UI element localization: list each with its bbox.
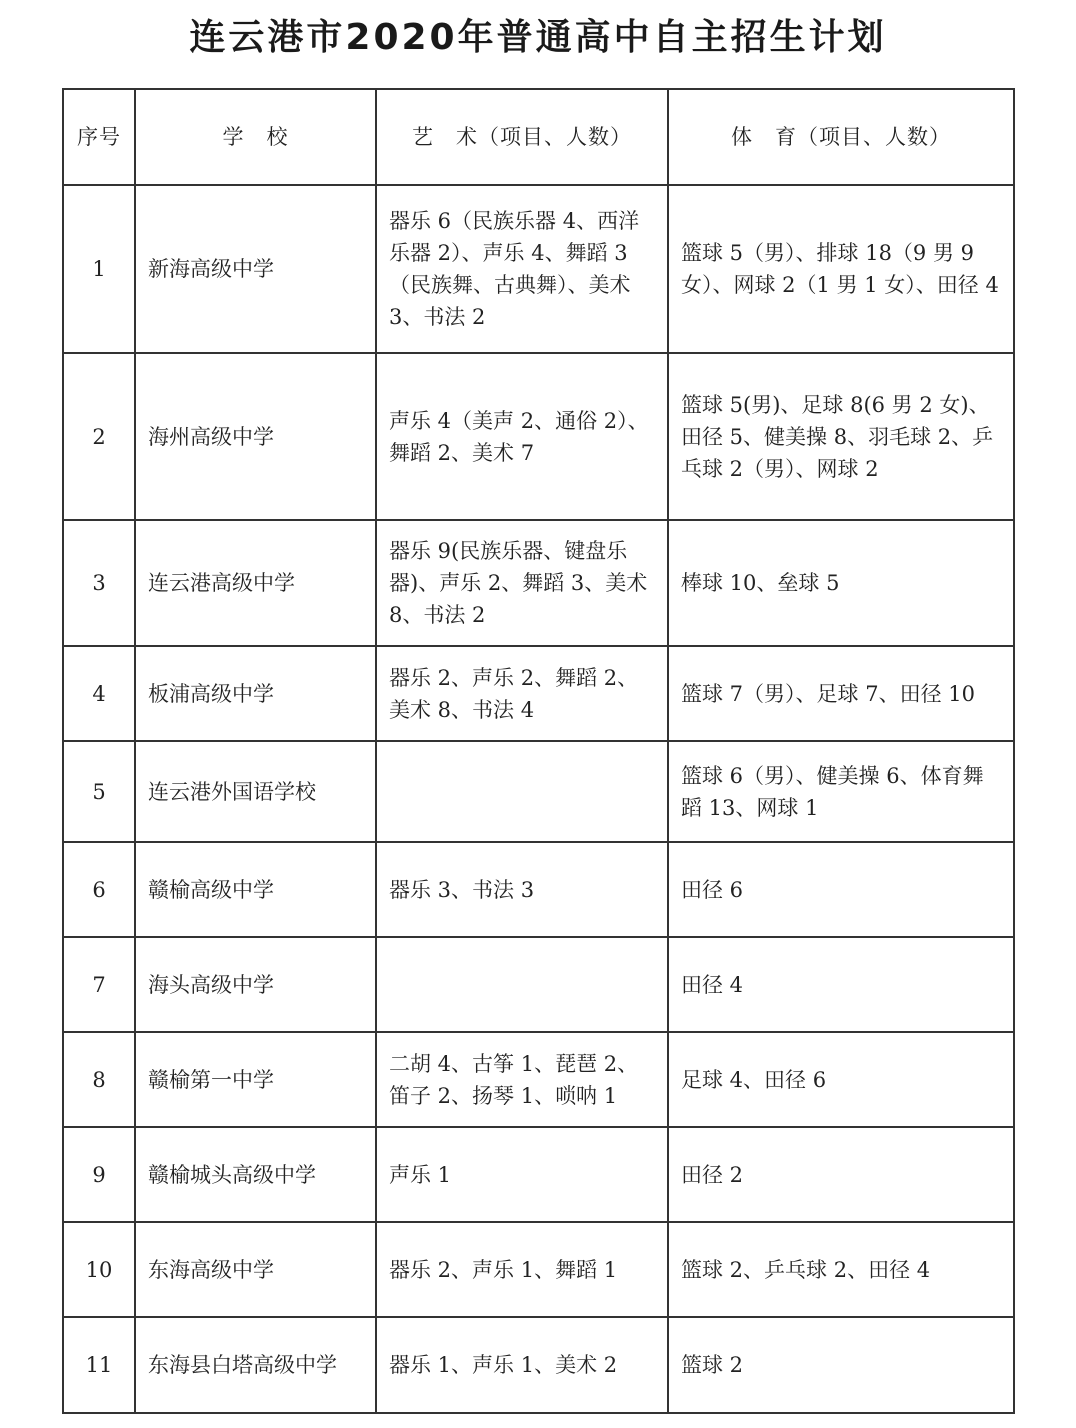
cell-sport: 足球 4、田径 6 [668,1032,1014,1127]
cell-art: 器乐 1、声乐 1、美术 2 [376,1317,668,1413]
table-header-row [63,89,1014,185]
cell-no: 5 [63,741,135,842]
cell-art [376,937,668,1032]
cell-no: 1 [63,185,135,353]
cell-school: 东海高级中学 [135,1222,376,1317]
document-title: 连云港市2020年普通高中自主招生计划 [189,17,887,58]
cell-school: 板浦高级中学 [135,646,376,741]
cell-school: 海头高级中学 [135,937,376,1032]
cell-art [376,741,668,842]
header-school: 学 校 [135,89,376,185]
cell-no: 9 [63,1127,135,1222]
cell-no: 7 [63,937,135,1032]
cell-school: 连云港高级中学 [135,520,376,646]
cell-sport: 篮球 5(男)、足球 8(6 男 2 女)、田径 5、健美操 8、羽毛球 2、乒乓球 2（男）、网球 2 [668,353,1014,520]
cell-school: 东海县白塔高级中学 [135,1317,376,1413]
cell-school: 赣榆城头高级中学 [135,1127,376,1222]
cell-no: 10 [63,1222,135,1317]
cell-no: 2 [63,353,135,520]
cell-school: 赣榆高级中学 [135,842,376,937]
table-row [63,842,1014,937]
table-row [63,937,1014,1032]
cell-art: 器乐 6（民族乐器 4、西洋乐器 2）、声乐 4、舞蹈 3（民族舞、古典舞）、美术 3、书法 2 [376,185,668,353]
cell-sport: 棒球 10、垒球 5 [668,520,1014,646]
header-sport: 体 育（项目、人数） [668,89,1014,185]
cell-art: 声乐 4（美声 2、通俗 2）、舞蹈 2、美术 7 [376,353,668,520]
header-art: 艺 术（项目、人数） [376,89,668,185]
cell-art: 二胡 4、古筝 1、琵琶 2、笛子 2、扬琴 1、唢呐 1 [376,1032,668,1127]
table-row [63,185,1014,353]
cell-no: 4 [63,646,135,741]
cell-art: 声乐 1 [376,1127,668,1222]
cell-sport: 篮球 2、乒乓球 2、田径 4 [668,1222,1014,1317]
cell-no: 8 [63,1032,135,1127]
cell-sport: 篮球 5（男）、排球 18（9 男 9 女）、网球 2（1 男 1 女）、田径 4 [668,185,1014,353]
cell-art: 器乐 3、书法 3 [376,842,668,937]
cell-sport: 篮球 2 [668,1317,1014,1413]
cell-school: 连云港外国语学校 [135,741,376,842]
cell-no: 3 [63,520,135,646]
cell-sport: 篮球 6（男）、健美操 6、体育舞蹈 13、网球 1 [668,741,1014,842]
table-row [63,1032,1014,1127]
table-row [63,741,1014,842]
cell-no: 6 [63,842,135,937]
cell-school: 赣榆第一中学 [135,1032,376,1127]
cell-sport: 田径 2 [668,1127,1014,1222]
header-no: 序号 [63,89,135,185]
cell-art: 器乐 2、声乐 1、舞蹈 1 [376,1222,668,1317]
enrollment-plan-table [62,88,1015,1414]
table-row [63,1127,1014,1222]
cell-school: 海州高级中学 [135,353,376,520]
cell-art: 器乐 2、声乐 2、舞蹈 2、美术 8、书法 4 [376,646,668,741]
cell-no: 11 [63,1317,135,1413]
cell-school: 新海高级中学 [135,185,376,353]
table-row [63,1317,1014,1413]
table-row [63,646,1014,741]
table-row [63,1222,1014,1317]
table-row [63,353,1014,520]
cell-sport: 田径 4 [668,937,1014,1032]
cell-art: 器乐 9(民族乐器、键盘乐器)、声乐 2、舞蹈 3、美术 8、书法 2 [376,520,668,646]
cell-sport: 篮球 7（男）、足球 7、田径 10 [668,646,1014,741]
cell-sport: 田径 6 [668,842,1014,937]
table-row [63,520,1014,646]
